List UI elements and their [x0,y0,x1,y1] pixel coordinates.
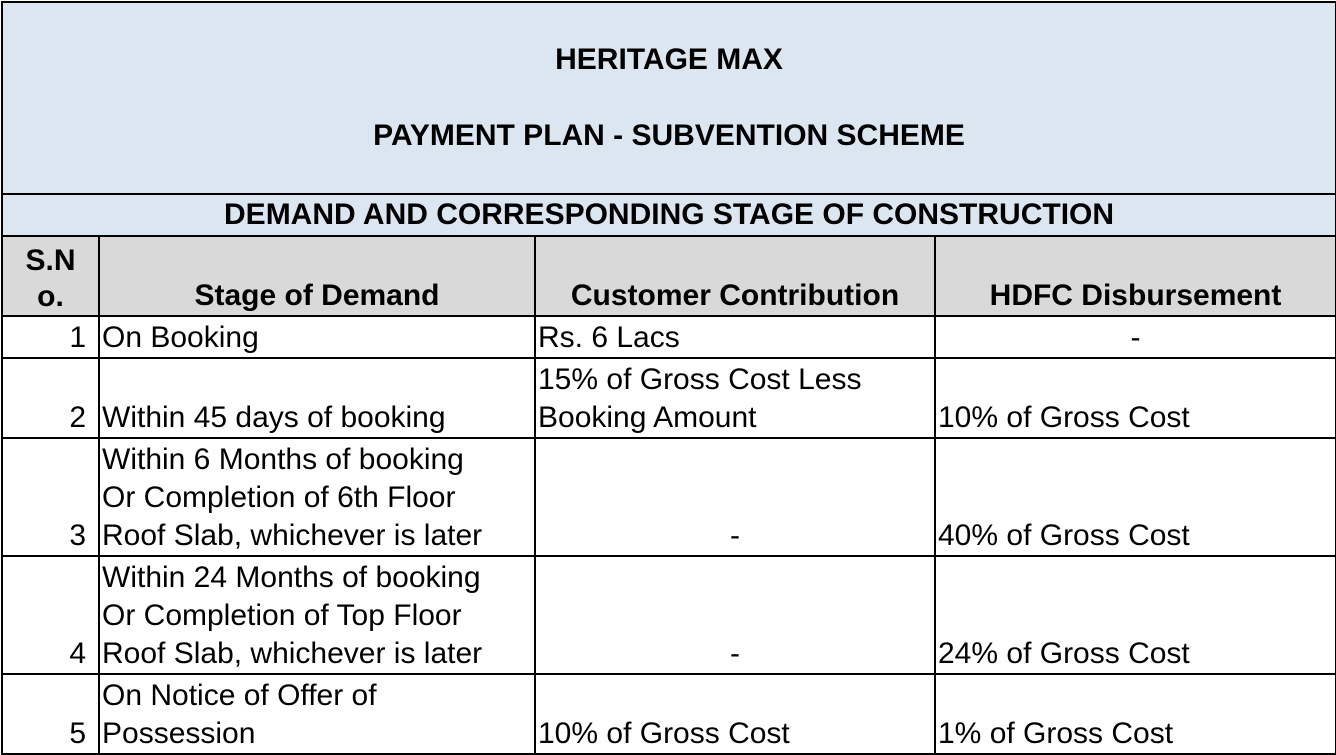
table-title [2,2,1336,194]
column-header-customer: Customer Contribution [535,236,935,316]
table-row [2,438,1336,556]
row-stage: Within 24 Months of booking Or Completion of Top Floor Roof Slab, whichever is later [99,556,535,674]
column-header-sno: S.N o. [2,236,99,316]
row-sno: 3 [2,438,99,556]
row-customer: - [535,438,935,556]
subtitle-row [2,194,1336,236]
column-header-row [2,236,1336,316]
table-row [2,358,1336,438]
plan-name: PAYMENT PLAN - SUBVENTION SCHEME [373,119,965,152]
row-hdfc: - [935,316,1336,358]
row-sno: 1 [2,316,99,358]
column-header-stage: Stage of Demand [99,236,535,316]
table-row [2,556,1336,674]
payment-plan-table [1,1,1336,755]
row-hdfc: 10% of Gross Cost [935,358,1336,438]
project-name: HERITAGE MAX [555,43,783,76]
table-subtitle: DEMAND AND CORRESPONDING STAGE OF CONSTRUCTION [2,194,1336,236]
title-row [2,2,1336,194]
table-row [2,674,1336,754]
row-customer: 15% of Gross Cost Less Booking Amount [535,358,935,438]
row-customer: Rs. 6 Lacs [535,316,935,358]
row-customer: - [535,556,935,674]
table-row [2,316,1336,358]
row-stage: Within 45 days of booking [99,358,535,438]
row-stage: On Booking [99,316,535,358]
row-hdfc: 1% of Gross Cost [935,674,1336,754]
row-hdfc: 40% of Gross Cost [935,438,1336,556]
row-hdfc: 24% of Gross Cost [935,556,1336,674]
row-customer: 10% of Gross Cost [535,674,935,754]
row-sno: 5 [2,674,99,754]
column-header-hdfc: HDFC Disbursement [935,236,1336,316]
row-sno: 2 [2,358,99,438]
row-stage: Within 6 Months of booking Or Completion of 6th Floor Roof Slab, whichever is later [99,438,535,556]
row-sno: 4 [2,556,99,674]
row-stage: On Notice of Offer of Possession [99,674,535,754]
